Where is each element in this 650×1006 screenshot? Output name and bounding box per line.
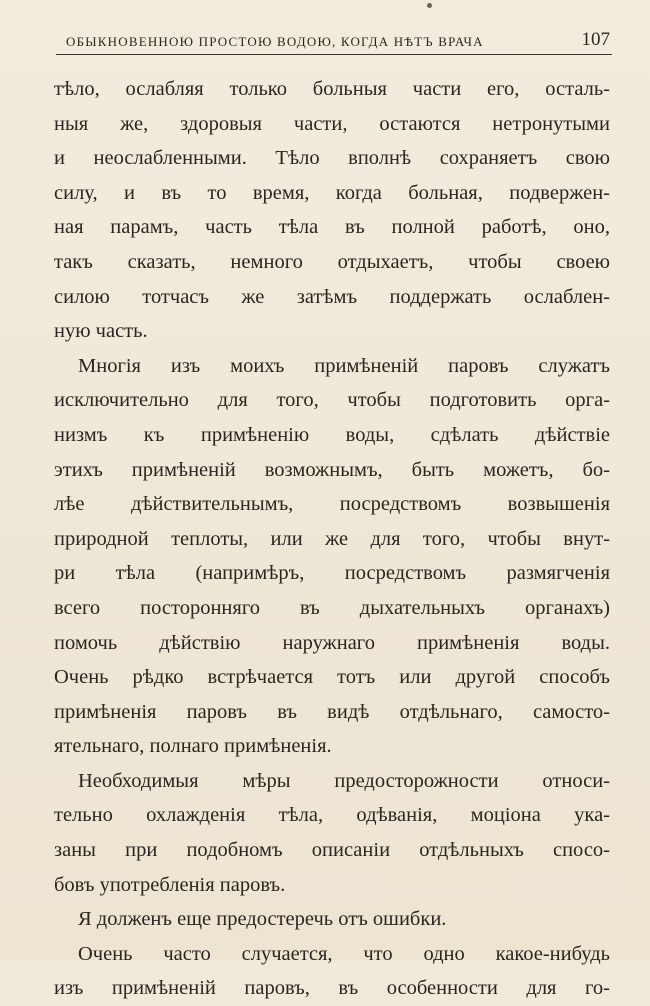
text-line: Очень часто случается, что одно какое-нибудь	[78, 942, 610, 965]
text-line: помочь дѣйствію наружнаго примѣненія воды.	[54, 631, 610, 654]
text-line: силою тотчасъ же затѣмъ поддержать ослаблен-	[54, 285, 610, 308]
ink-speck	[427, 3, 432, 8]
text-line: исключительно для того, чтобы подготовить орга-	[54, 389, 610, 412]
text-line: такъ сказать, немного отдыхаетъ, чтобы своею	[54, 250, 610, 273]
text-line: всего посторонняго въ дыхательныхъ органахъ)	[54, 596, 610, 619]
text-line: ри тѣла (напримѣръ, посредствомъ размягченія	[54, 562, 610, 585]
text-line: Необходимыя мѣры предосторожности относи-	[78, 769, 610, 792]
text-line: тельно охлажденія тѣла, одѣванія, моціона ука-	[54, 804, 610, 827]
text-line: ную часть.	[54, 320, 148, 343]
text-line: природной теплоты, или же для того, чтобы внут-	[54, 527, 610, 550]
text-line: ятельнаго, полнаго примѣненія.	[54, 735, 332, 758]
text-line: Многія изъ моихъ примѣненій паровъ служатъ	[78, 354, 610, 377]
text-line: ная парамъ, часть тѣла въ полной работѣ, оно,	[54, 216, 610, 239]
body-text	[54, 72, 610, 1006]
text-line: Я долженъ еще предостеречь отъ ошибки.	[78, 908, 447, 931]
text-line: этихъ примѣненій возможнымъ, быть можетъ, бо-	[54, 458, 610, 481]
running-head	[56, 28, 612, 55]
text-line: Очень рѣдко встрѣчается тотъ или другой способъ	[54, 666, 610, 689]
text-line: изъ примѣненій паровъ, въ особенности для го-	[54, 977, 610, 1000]
text-line: и неослабленными. Тѣло вполнѣ сохраняетъ свою	[54, 147, 610, 170]
text-line: примѣненія паровъ въ видѣ отдѣльнаго, самосто-	[54, 700, 610, 723]
text-line: ныя же, здоровыя части, остаются нетронутыми	[54, 112, 610, 135]
text-line: заны при подобномъ описаніи отдѣльныхъ спосо-	[54, 839, 610, 862]
text-line: силу, и въ то время, когда больная, подвержен-	[54, 181, 610, 204]
text-line: лѣе дѣйствительнымъ, посредствомъ возвышенія	[54, 493, 610, 516]
page-number: 107	[581, 29, 610, 50]
text-line: низмъ къ примѣненію воды, сдѣлать дѣйствіе	[54, 423, 610, 446]
text-line: бовъ употребленія паровъ.	[54, 873, 286, 896]
text-line: тѣло, ослабляя только больныя части его, осталь-	[54, 78, 610, 100]
running-head-title: ОБЫКНОВЕННОЮ ПРОСТОЮ ВОДОЮ, КОГДА НѢТЪ ВРАЧА	[66, 34, 484, 49]
